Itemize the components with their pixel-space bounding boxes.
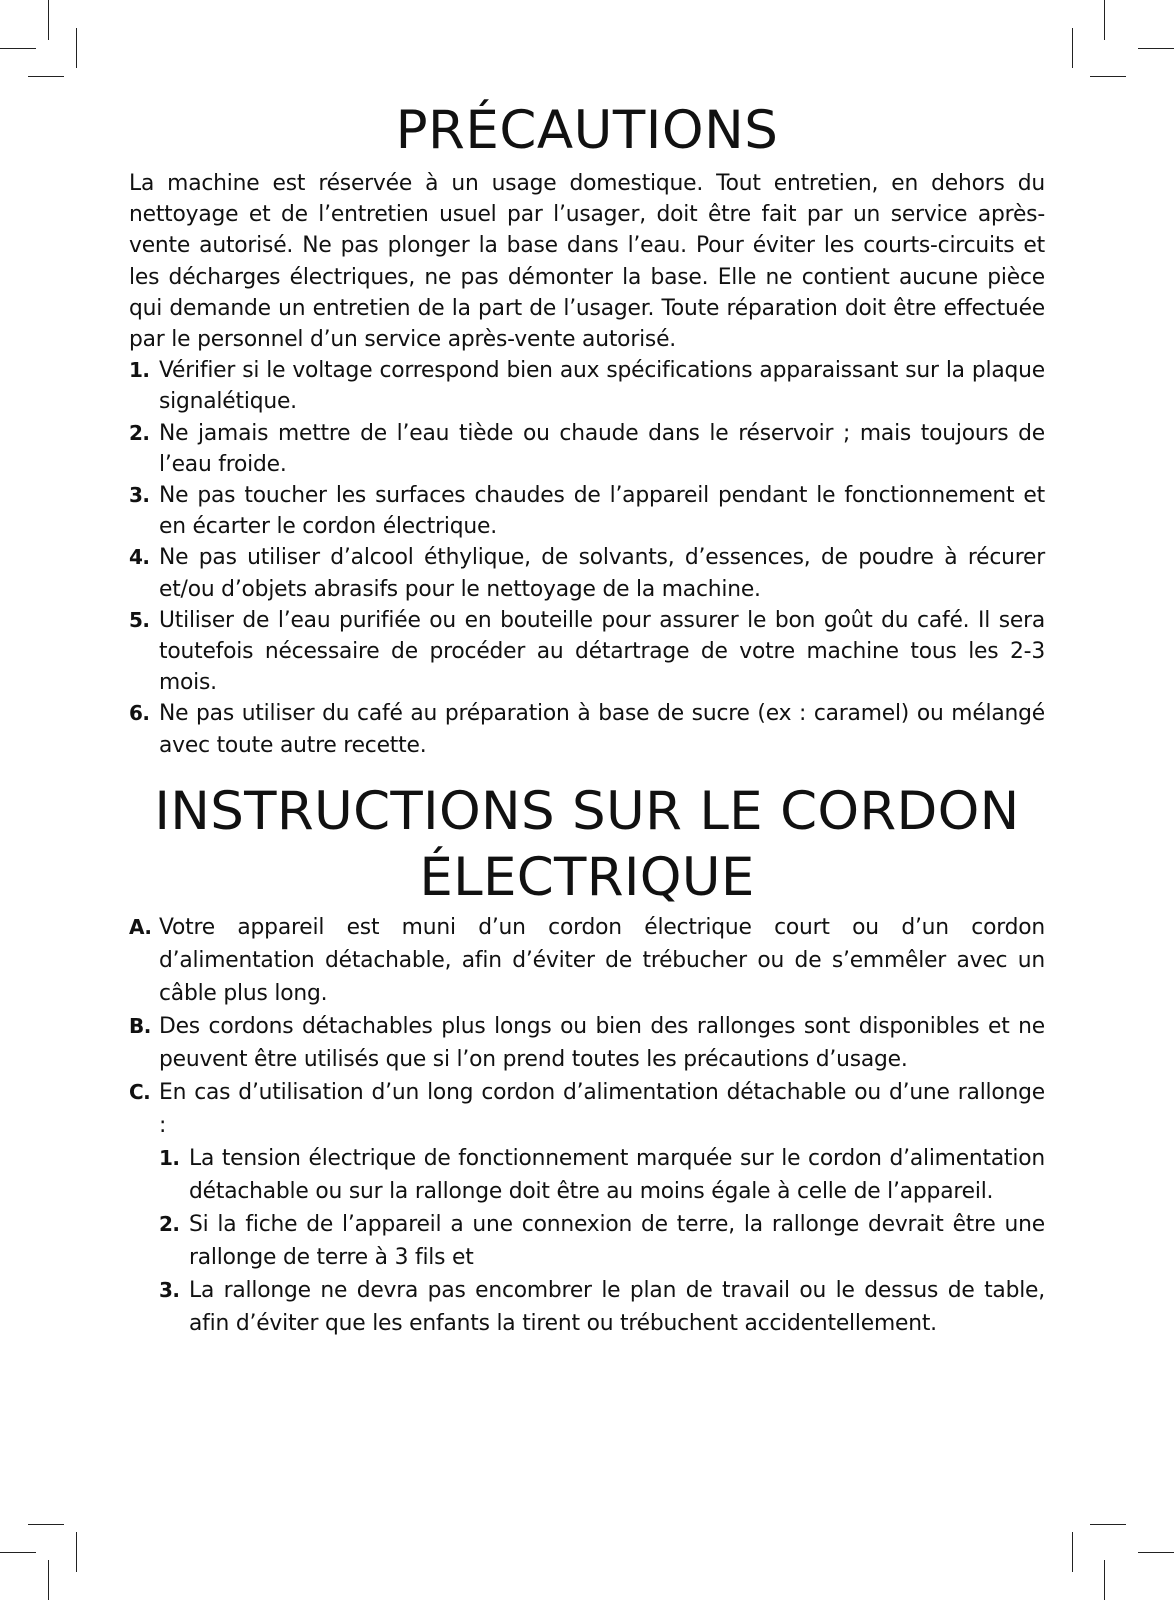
cord-instructions-list: [129, 911, 1045, 1340]
precautions-section: [129, 98, 1045, 761]
list-item: [129, 355, 1045, 417]
cord-instructions-title: [129, 779, 1045, 911]
crop-mark-top-left-inner-horizontal: [28, 76, 64, 77]
cord-title-line-1: INSTRUCTIONS SUR LE CORDON: [154, 780, 1020, 842]
list-item-letter: B.: [129, 1013, 151, 1038]
sub-list-item: [159, 1142, 1045, 1208]
sub-list-item: [159, 1274, 1045, 1340]
precautions-list: [129, 355, 1045, 761]
crop-mark-top-right-horizontal: [1138, 48, 1174, 49]
list-item-number: 6.: [129, 701, 150, 726]
crop-mark-top-right-inner-vertical: [1072, 28, 1073, 68]
list-item: [129, 1076, 1045, 1340]
cord-sub-list: [159, 1142, 1045, 1340]
list-item-text: Votre appareil est muni d’un cordon électrique court ou d’un cordon d’alimentation détachable, afin d’éviter de trébucher ou de s’emmêler avec un câble plus long.: [159, 914, 1045, 1006]
list-item-text: Ne pas toucher les surfaces chaudes de l’appareil pendant le fonctionnement et en écarter le cordon électrique.: [159, 483, 1045, 540]
crop-mark-bottom-left-inner-vertical: [76, 1532, 77, 1572]
crop-mark-top-left-vertical: [48, 0, 49, 40]
list-item-number: 5.: [129, 607, 150, 632]
crop-mark-bottom-right-inner-vertical: [1072, 1532, 1073, 1572]
list-item: [129, 418, 1045, 480]
list-item: [129, 911, 1045, 1010]
list-item-number: 4.: [129, 545, 150, 570]
list-item-letter: C.: [129, 1079, 151, 1104]
list-item: [129, 698, 1045, 760]
list-item-text: Ne pas utiliser du café au préparation à base de sucre (ex : caramel) ou mélangé avec toute autre recette.: [159, 701, 1045, 758]
list-item-text: En cas d’utilisation d’un long cordon d’alimentation détachable ou d’une rallonge :: [159, 1079, 1045, 1138]
list-item-text: Utiliser de l’eau purifiée ou en bouteille pour assurer le bon goût du café. Il sera toutefois nécessaire de procéder au détartrage de votre machine tous les 2-3 mois.: [159, 607, 1045, 696]
crop-mark-bottom-right-horizontal: [1138, 1552, 1174, 1553]
crop-mark-bottom-left-vertical: [48, 1560, 49, 1600]
list-item-number: 2.: [129, 420, 150, 445]
crop-mark-bottom-right-vertical: [1104, 1560, 1105, 1600]
crop-mark-top-left-inner-vertical: [76, 28, 77, 68]
list-item: [129, 542, 1045, 604]
sub-list-item-text: La tension électrique de fonctionnement marquée sur le cordon d’alimentation détachable ou sur la rallonge doit être au moins égale à celle de l’appareil.: [189, 1145, 1045, 1204]
list-item-text: Des cordons détachables plus longs ou bien des rallonges sont disponibles et ne peuvent être utilisés que si l’on prend toutes les précautions d’usage.: [159, 1013, 1045, 1072]
list-item-number: 3.: [129, 483, 150, 508]
list-item: [129, 480, 1045, 542]
sub-list-item-text: Si la fiche de l’appareil a une connexion de terre, la rallonge devrait être une rallonge de terre à 3 fils et: [189, 1211, 1045, 1270]
crop-mark-top-right-inner-horizontal: [1090, 76, 1126, 77]
list-item-letter: A.: [129, 914, 152, 939]
list-item: [129, 1010, 1045, 1076]
crop-mark-bottom-right-inner-horizontal: [1090, 1524, 1126, 1525]
crop-mark-top-right-vertical: [1104, 0, 1105, 40]
sub-list-item-number: 1.: [159, 1145, 180, 1170]
sub-list-item-text: La rallonge ne devra pas encombrer le plan de travail ou le dessus de table, afin d’éviter que les enfants la tirent ou trébuchent accidentellement.: [189, 1277, 1045, 1336]
cord-title-line-2: ÉLECTRIQUE: [419, 846, 755, 908]
list-item-text: Ne pas utiliser d’alcool éthylique, de solvants, d’essences, de poudre à récurer et/ou d’objets abrasifs pour le nettoyage de la machine.: [159, 545, 1045, 602]
sub-list-item-number: 3.: [159, 1277, 180, 1302]
precautions-title: PRÉCAUTIONS: [395, 100, 779, 161]
crop-mark-bottom-left-horizontal: [0, 1552, 36, 1553]
list-item-text: Vérifier si le voltage correspond bien aux spécifications apparaissant sur la plaque signalétique.: [159, 358, 1045, 415]
document-page: [129, 98, 1045, 1340]
list-item: [129, 605, 1045, 699]
crop-mark-bottom-left-inner-horizontal: [28, 1524, 64, 1525]
sub-list-item-number: 2.: [159, 1211, 180, 1236]
list-item-number: 1.: [129, 358, 150, 383]
cord-instructions-section: [129, 779, 1045, 1340]
list-item-text: Ne jamais mettre de l’eau tiède ou chaude dans le réservoir ; mais toujours de l’eau froide.: [159, 420, 1045, 477]
sub-list-item: [159, 1208, 1045, 1274]
crop-mark-top-left-horizontal: [0, 48, 36, 49]
precautions-intro: La machine est réservée à un usage domestique. Tout entretien, en dehors du nettoyage et de l’entretien usuel par l’usager, doit être fait par un service après-vente autorisé. Ne pas plonger la base dans l’eau. Pour éviter les courts-circuits et les décharges électriques, ne pas démonter la base. Elle ne contient aucune pièce qui demande un entretien de la part de l’usager. Toute réparation doit être effectuée par le personnel d’un service après-vente autorisé.: [129, 171, 1045, 353]
